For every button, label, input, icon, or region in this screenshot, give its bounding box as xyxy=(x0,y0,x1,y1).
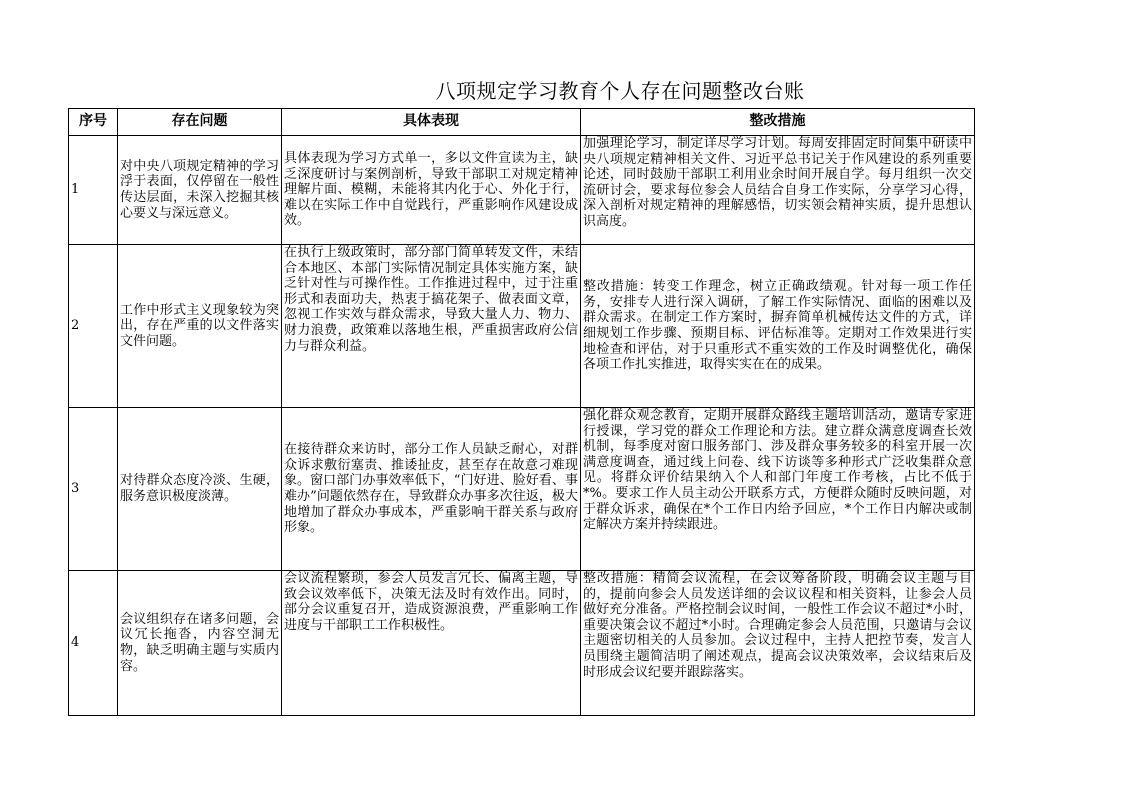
table-row xyxy=(69,245,975,408)
row-issue: 工作中形式主义现象较为突出，存在严重的以文件落实文件问题。 xyxy=(118,245,282,408)
row-index: 1 xyxy=(69,136,118,245)
header-measures: 整改措施 xyxy=(581,109,975,136)
row-issue: 会议组织存在诸多问题，会议冗长拖沓，内容空洞无物，缺乏明确主题与实质内容。 xyxy=(118,571,282,716)
row-index: 4 xyxy=(69,571,118,716)
row-measures: 加强理论学习，制定详尽学习计划。每周安排固定时间集中研读中央八项规定精神相关文件、习近平总书记关于作风建设的系列重要论述，同时鼓励干部职工利用业余时间开展自学。每月组织一次交流研讨会，要求每位参会人员结合自身工作实际，分享学习心得，深入剖析对规定精神的理解感悟，切实领会精神实质，提升思想认识高度。 xyxy=(581,136,975,245)
row-manifestation: 会议流程繁琐，参会人员发言冗长、偏离主题，导致会议效率低下，决策无法及时有效作出。同时，部分会议重复召开，造成资源浪费，严重影响工作进度与干部职工工作积极性。 xyxy=(282,571,581,716)
table-header-row xyxy=(69,109,975,136)
document-title: 八项规定学习教育个人存在问题整改台账 xyxy=(435,79,805,103)
row-measures: 整改措施：转变工作理念，树立正确政绩观。针对每一项工作任务，安排专人进行深入调研，了解工作实际情况、面临的困难以及群众需求。在制定工作方案时，摒弃简单机械传达文件的方式，详细规划工作步骤、预期目标、评估标准等。定期对工作效果进行实地检查和评估，对于只重形式不重实效的工作及时调整优化，确保各项工作扎实推进，取得实实在在的成果。 xyxy=(581,245,975,408)
header-issue: 存在问题 xyxy=(118,109,282,136)
row-issue: 对待群众态度冷淡、生硬，服务意识极度淡薄。 xyxy=(118,408,282,571)
rectification-ledger-table xyxy=(68,108,975,716)
table-row xyxy=(69,136,975,245)
row-manifestation: 具体表现为学习方式单一，多以文件宣读为主，缺乏深度研讨与案例剖析，导致干部职工对规定精神理解片面、模糊，未能将其内化于心、外化于行，难以在实际工作中自觉践行，严重影响作风建设成效。 xyxy=(282,136,581,245)
row-measures: 整改措施：精简会议流程，在会议筹备阶段，明确会议主题与目的，提前向参会人员发送详细的会议议程和相关资料，让参会人员做好充分准备。严格控制会议时间，一般性工作会议不超过*小时，重要决策会议不超过*小时。合理确定参会人员范围，只邀请与会议主题密切相关的人员参加。会议过程中，主持人把控节奏，发言人员围绕主题简洁明了阐述观点，提高会议决策效率，会议结束后及时形成会议纪要并跟踪落实。 xyxy=(581,571,975,716)
row-issue: 对中央八项规定精神的学习浮于表面，仅停留在一般性传达层面，未深入挖掘其核心要义与深远意义。 xyxy=(118,136,282,245)
row-measures: 强化群众观念教育，定期开展群众路线主题培训活动，邀请专家进行授课，学习党的群众工作理论和方法。建立群众满意度调查长效机制，每季度对窗口服务部门、涉及群众事务较多的科室开展一次满意度调查，通过线上问卷、线下访谈等多种形式广泛收集群众意见。将群众评价结果纳入个人和部门年度工作考核，占比不低于*%。要求工作人员主动公开联系方式，方便群众随时反映问题，对于群众诉求，确保在*个工作日内给予回应，*个工作日内解决或制定解决方案并持续跟进。 xyxy=(581,408,975,571)
row-manifestation: 在执行上级政策时，部分部门简单转发文件，未结合本地区、本部门实际情况制定具体实施方案，缺乏针对性与可操作性。工作推进过程中，过于注重形式和表面功夫，热衷于搞花架子、做表面文章，忽视工作实效与群众需求，导致大量人力、物力、财力浪费，政策难以落地生根，严重损害政府公信力与群众利益。 xyxy=(282,245,581,408)
row-manifestation: 在接待群众来访时，部分工作人员缺乏耐心，对群众诉求敷衍塞责、推诿扯皮，甚至存在故意刁难现象。窗口部门办事效率低下，“门好进、脸好看、事难办”问题依然存在，导致群众办事多次往返，极大地增加了群众办事成本，严重影响干群关系与政府形象。 xyxy=(282,408,581,571)
header-manifestation: 具体表现 xyxy=(282,109,581,136)
header-index: 序号 xyxy=(69,109,118,136)
row-index: 2 xyxy=(69,245,118,408)
table-row xyxy=(69,571,975,716)
table-row xyxy=(69,408,975,571)
row-index: 3 xyxy=(69,408,118,571)
